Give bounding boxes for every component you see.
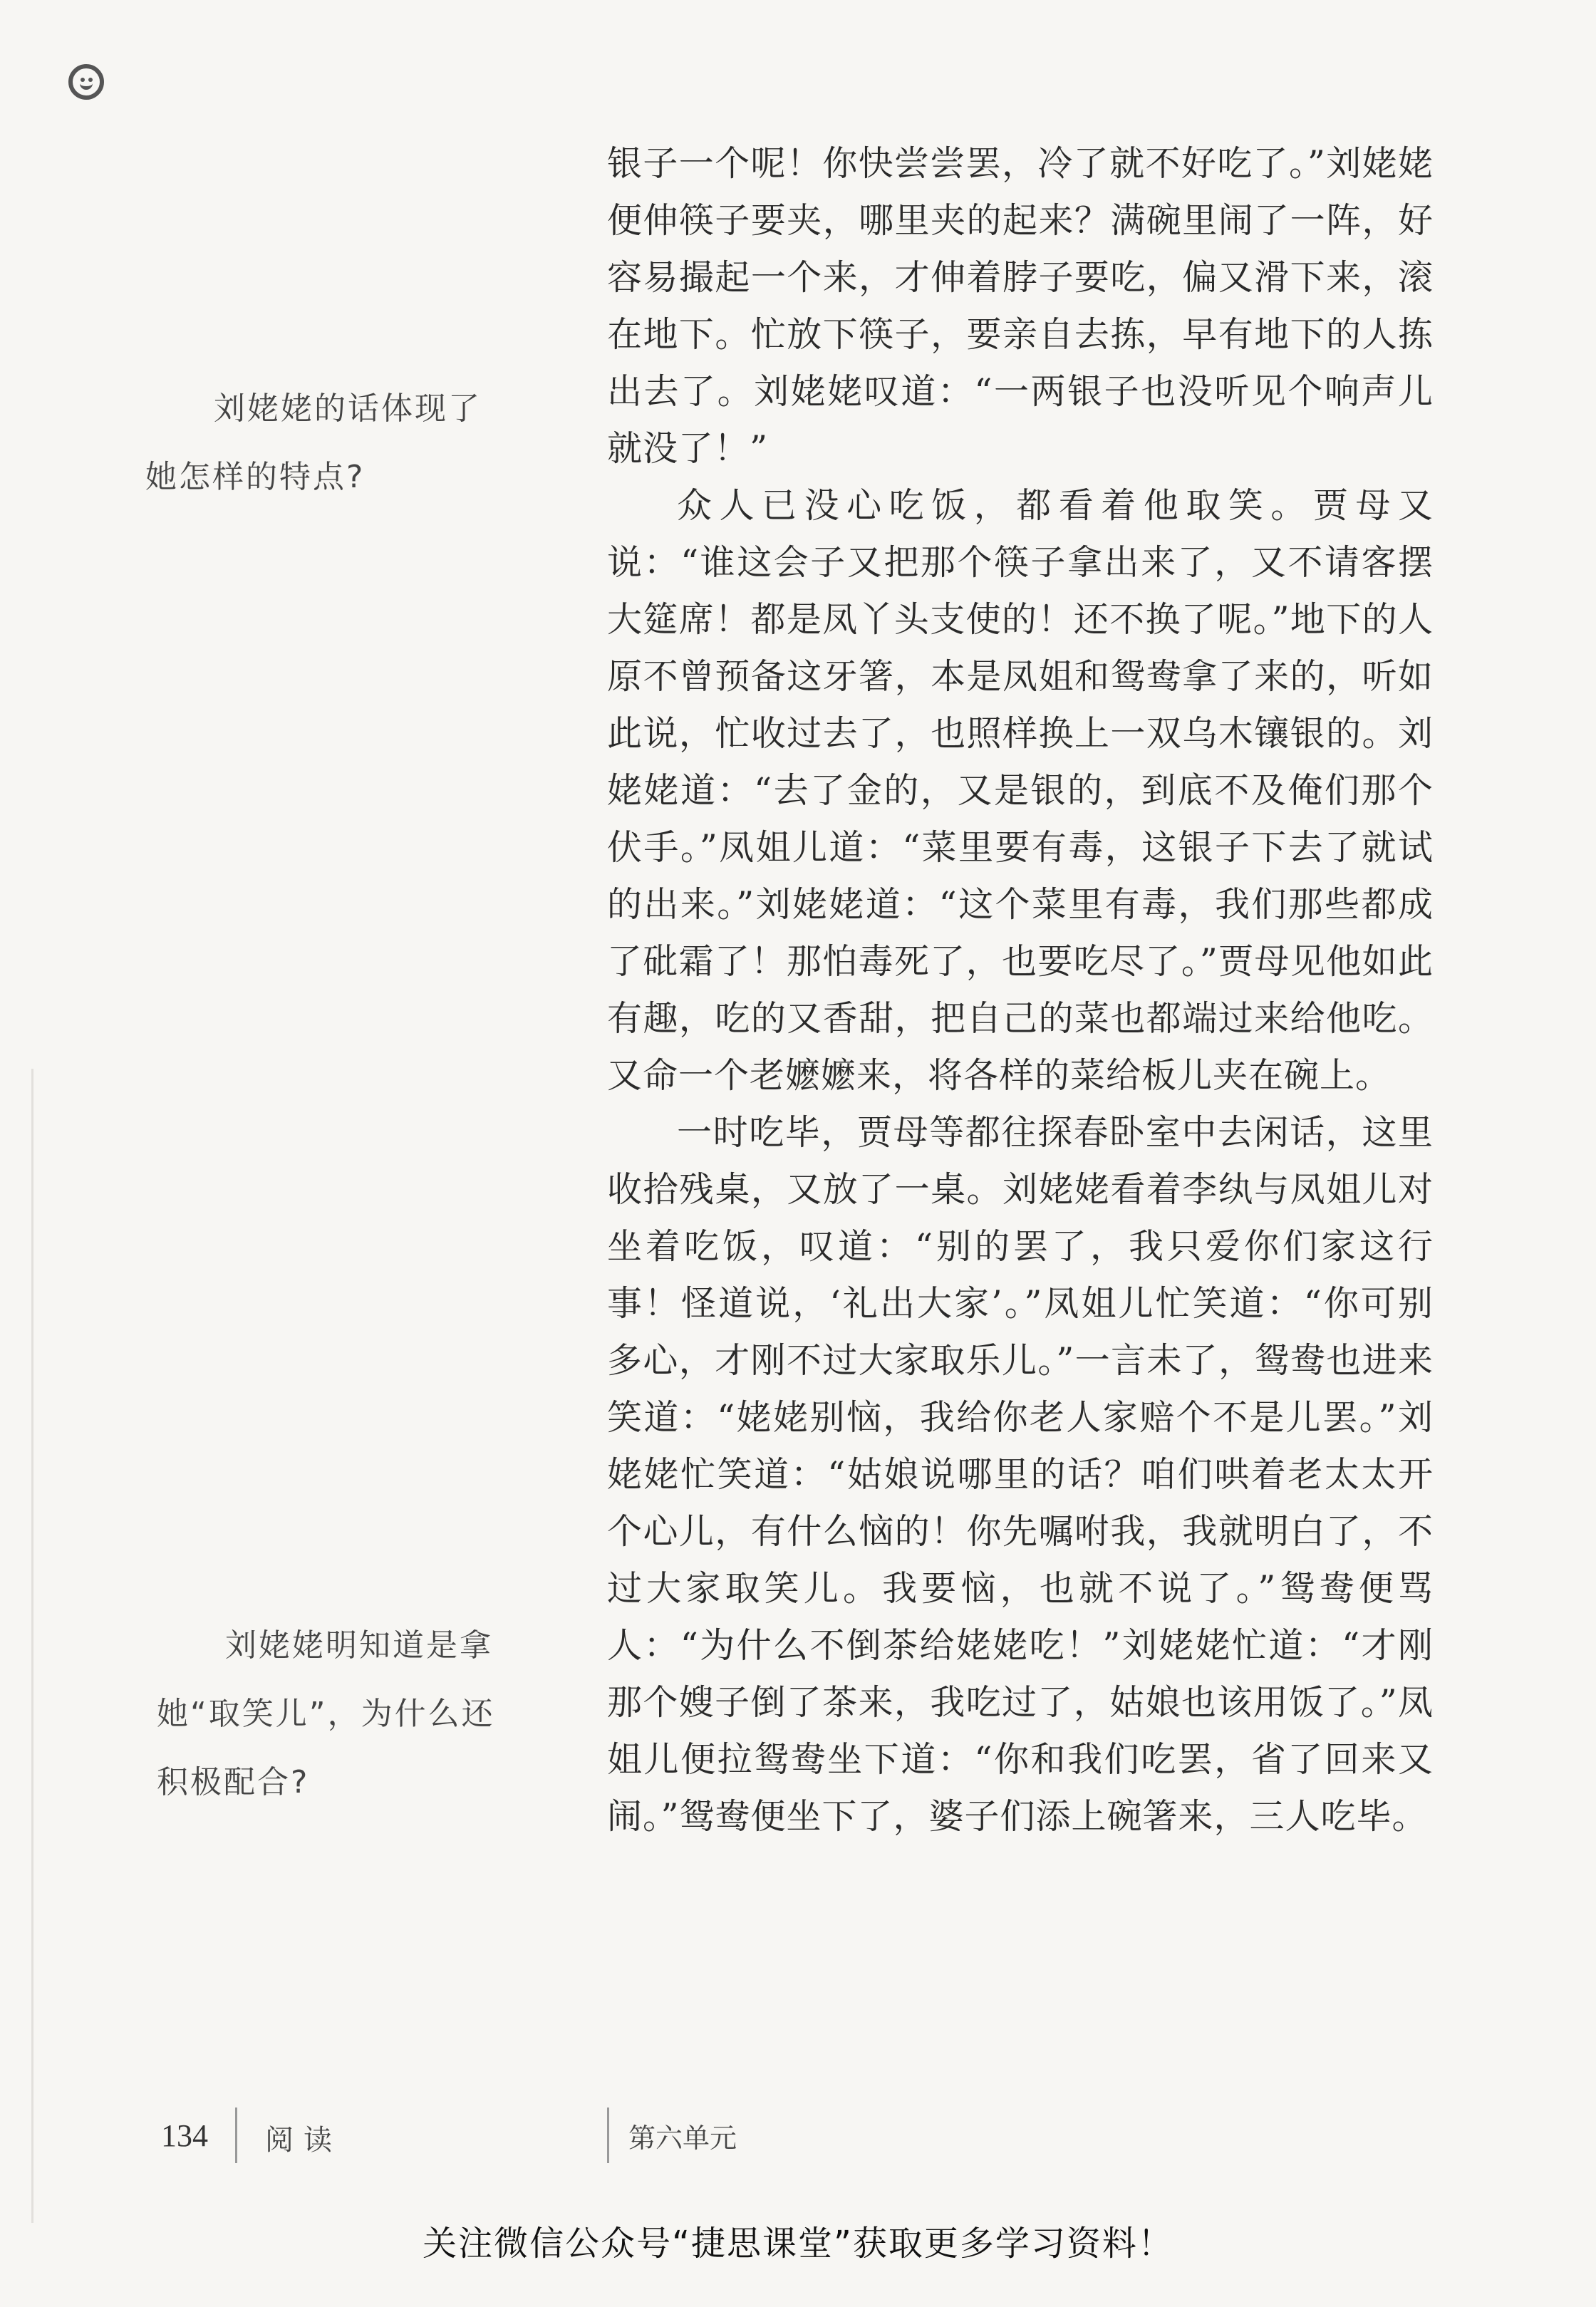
paragraph: 银子一个呢！你快尝尝罢，冷了就不好吃了。”刘姥姥便伸筷子要夹，哪里夹的起来？满碗里闹了一阵，好容易撮起一个来，才伸着脖子要吃，偏又滑下来，滚在地下。忙放下筷子，要亲自去拣，早有地下的人拣出去了。刘姥姥叹道：“一两银子也没听见个响声儿就没了！”: [607, 143, 1434, 469]
book-section-label: 阅读: [265, 2124, 342, 2157]
main-text: [607, 135, 1434, 1845]
paragraph: 一时吃毕，贾母等都往探春卧室中去闲话，这里收拾残桌，又放了一桌。刘姥姥看着李纨与凤姐儿对坐着吃饭，叹道：“别的罢了，我只爱你们家这行事！怪道说，‘礼出大家’。”凤姐儿忙笑道：“你可别多心，才刚不过大家取乐儿。”一言未了，鸳鸯也进来笑道：“姥姥别恼，我给你老人家赔个不是儿罢。”刘姥姥忙笑道：“姑娘说哪里的话？咱们哄着老太太开个心儿，有什么恼的！你先嘱咐我，我就明白了，不过大家取笑儿。我要恼，也就不说了。”鸳鸯便骂人：“为什么不倒茶给姥姥吃！”刘姥姥忙道：“才刚那个嫂子倒了茶来，我吃过了，姑娘也该用饭了。”凤姐儿便拉鸳鸯坐下道：“你和我们吃罢，省了回来又闹。”鸳鸯便坐下了，婆子们添上碗箸来，三人吃毕。: [607, 1112, 1434, 1837]
paragraph: 众人已没心吃饭，都看着他取笑。贾母又说：“谁这会子又把那个筷子拿出来了，又不请客摆大筵席！都是凤丫头支使的！还不换了呢。”地下的人原不曾预备这牙箸，本是凤姐和鸳鸯拿了来的，听如此说，忙收过去了，也照样换上一双乌木镶银的。刘姥姥道：“去了金的，又是银的，到底不及俺们那个伏手。”凤姐儿道：“菜里要有毒，这银子下去了就试的出来。”刘姥姥道：“这个菜里有毒，我们那些都成了砒霜了！那怕毒死了，也要吃尽了。”贾母见他如此有趣，吃的又香甜，把自己的菜也都端过来给他吃。又命一个老嬷嬷来，将各样的菜给板儿夹在碗上。: [607, 485, 1434, 1096]
side-note-question-1: 刘姥姥的话体现了她怎样的特点?: [145, 390, 482, 495]
footer-divider: [607, 2108, 609, 2163]
unit-label: 第六单元: [628, 2122, 737, 2154]
watermark-text: 关注微信公众号“捷思课堂”获取更多学习资料！: [423, 2224, 1173, 2264]
page-number: 134: [161, 2118, 208, 2153]
side-note-question-2: 刘姥姥明知道是拿她“取笑儿”，为什么还积极配合?: [157, 1627, 495, 1800]
page-edge-shadow: [31, 1069, 33, 2223]
smiley-icon: [68, 64, 104, 100]
footer-divider: [235, 2108, 237, 2163]
